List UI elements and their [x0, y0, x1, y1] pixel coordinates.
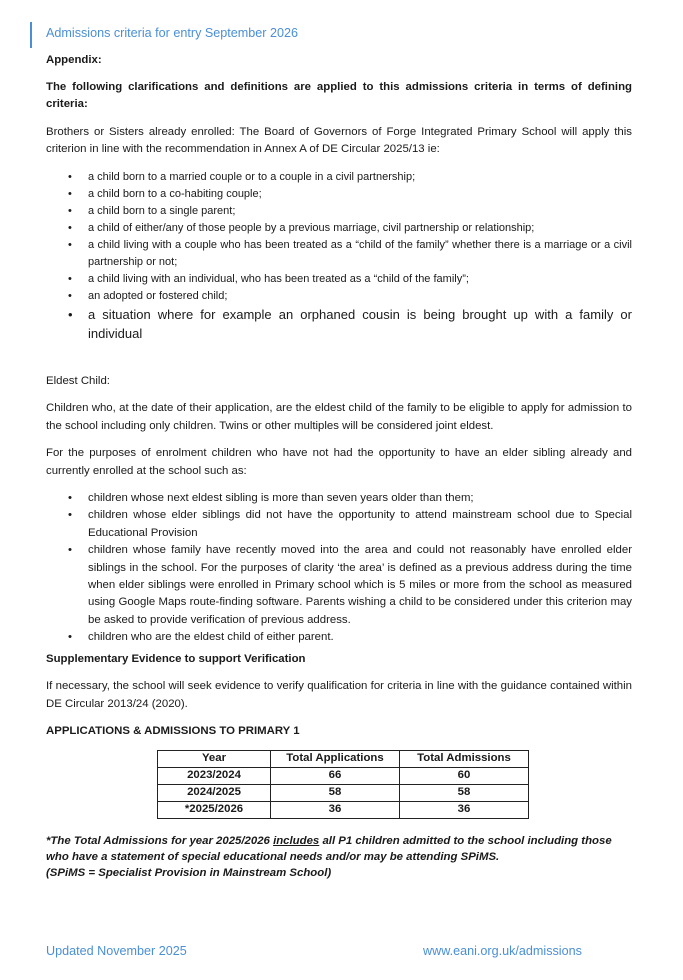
list-item: • children who are the eldest child of either parent.	[46, 629, 632, 646]
cell-applications: 58	[271, 784, 400, 801]
appendix-heading: Appendix:	[46, 54, 102, 66]
supplementary-paragraph: If necessary, the school will seek evidence to verify qualification for criteria in line with the guidance contained within DE Circular 2013/24 (2020).	[46, 680, 632, 710]
list-item: • a situation where for example an orphaned cousin is being brought up with a family or individual	[68, 306, 632, 341]
list-item: • children whose elder siblings did not have the opportunity to attend mainstream school due to Special Educational Provision	[68, 509, 632, 539]
document-content	[46, 52, 632, 881]
header-accent-bar	[30, 22, 32, 48]
bullet-icon: •	[68, 238, 72, 251]
eldest-paragraph-2: For the purposes of enrolment children who have not had the opportunity to have an elder sibling already and currently enrolled at the school such as:	[46, 447, 632, 477]
eldest-list	[46, 490, 632, 647]
header-title: Admissions criteria for entry September 2026	[46, 26, 298, 40]
appendix-intro: The following clarifications and definitions are applied to this admissions criteria in terms of defining criteria:	[46, 80, 632, 110]
siblings-paragraph: Brothers or Sisters already enrolled: The Board of Governors of Forge Integrated Primary School will apply this criterion in line with the recommendation in Annex A of DE Circular 2025/13 ie:	[46, 125, 632, 155]
cell-admissions: 58	[400, 784, 529, 801]
bullet-icon: •	[68, 492, 72, 504]
spims-definition: (SPiMS = Specialist Provision in Mainstream School)	[46, 866, 332, 879]
cell-year: *2025/2026	[158, 801, 271, 818]
table-row	[158, 801, 529, 818]
applications-table	[157, 750, 529, 819]
list-item: • children whose family have recently moved into the area and could not reasonably have enrolled elder siblings in the school. For the purposes of clarity ‘the area’ is defined as a previous address during the time when elder siblings were enrolled in Primary school which is 5 miles or more from the school as measured using Google Maps route-finding software. Parents wishing a child to be considered under this criterion may be asked to provide verification of previous address.	[68, 544, 632, 626]
list-item: • a child born to a married couple or to a couple in a civil partnership;	[46, 169, 632, 186]
table-row	[158, 784, 529, 801]
cell-year: 2023/2024	[158, 767, 271, 784]
list-item: • a child born to a co-habiting couple;	[46, 186, 632, 203]
eldest-paragraph-1: Children who, at the date of their application, are the eldest child of the family to be eligible to apply for admission to the school including only children. Twins or other multiples will be considered joint eldest.	[46, 402, 632, 432]
cell-admissions: 36	[400, 801, 529, 818]
column-header-year: Year	[158, 750, 271, 767]
bullet-icon: •	[68, 509, 72, 522]
bullet-icon: •	[68, 204, 72, 217]
list-item: • a child born to a single parent;	[46, 203, 632, 220]
list-item: • children whose next eldest sibling is more than seven years older than them;	[46, 490, 632, 507]
cell-admissions: 60	[400, 767, 529, 784]
column-header-admissions: Total Admissions	[400, 750, 529, 767]
bullet-icon: •	[68, 306, 73, 322]
list-item: • a child living with an individual, who has been treated as a “child of the family”;	[46, 271, 632, 288]
siblings-list	[46, 169, 632, 343]
table-footnote: *The Total Admissions for year 2025/2026 includes all P1 children admitted to the school including those who have a statement of special educational needs and/or may be attending SPiMS. (SPiMS = Specialist Provision in Mainstream School)	[46, 834, 612, 879]
list-item: • a child living with a couple who has been treated as a “child of the family” whether there is a marriage or a civil partnership or not;	[68, 238, 632, 268]
bullet-icon: •	[68, 272, 72, 285]
table-header-row	[158, 750, 529, 767]
bullet-icon: •	[68, 544, 72, 557]
table-row	[158, 767, 529, 784]
bullet-icon: •	[68, 289, 72, 302]
bullet-icon: •	[68, 221, 72, 234]
list-item: • a child of either/any of those people by a previous marriage, civil partnership or relationship;	[46, 220, 632, 237]
column-header-applications: Total Applications	[271, 750, 400, 767]
bullet-icon: •	[68, 187, 72, 200]
eldest-child-label: Eldest Child:	[46, 374, 110, 387]
bullet-icon: •	[68, 631, 72, 644]
footer-updated-date: Updated November 2025	[46, 944, 187, 958]
cell-year: 2024/2025	[158, 784, 271, 801]
list-item: • an adopted or fostered child;	[46, 288, 632, 305]
bullet-icon: •	[68, 170, 72, 183]
cell-applications: 66	[271, 767, 400, 784]
supplementary-heading: Supplementary Evidence to support Verification	[46, 652, 306, 665]
cell-applications: 36	[271, 801, 400, 818]
footer-url-link[interactable]: www.eani.org.uk/admissions	[423, 944, 582, 958]
applications-heading: APPLICATIONS & ADMISSIONS TO PRIMARY 1	[46, 725, 300, 738]
